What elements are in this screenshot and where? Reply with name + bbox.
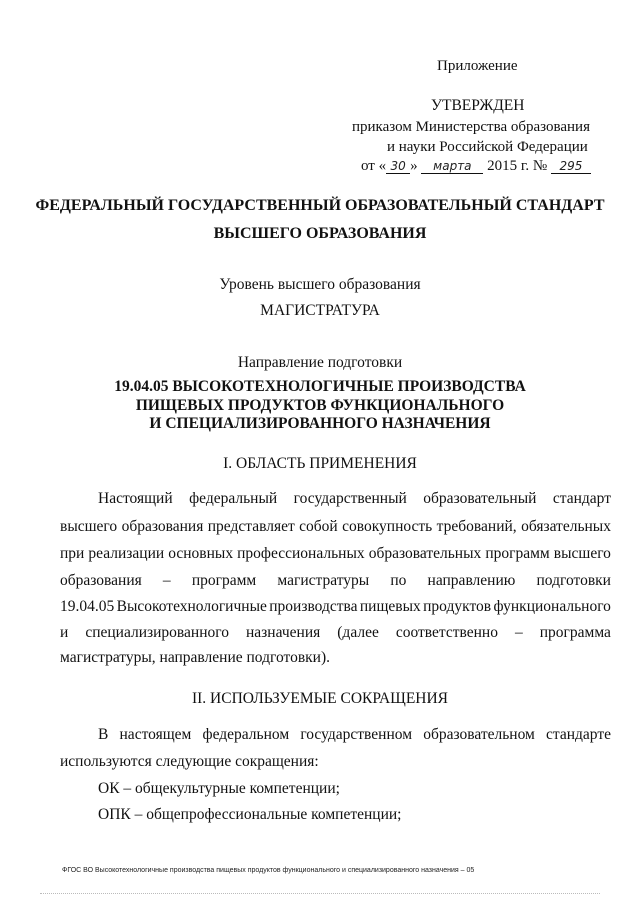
order-line-2: и науки Российской Федерации	[387, 139, 588, 155]
word: продуктов	[423, 598, 492, 615]
word: производства	[269, 598, 358, 615]
section-1-line	[60, 624, 611, 642]
document-title-line-2: ВЫСШЕГО ОБРАЗОВАНИЯ	[213, 225, 427, 242]
word: по	[390, 572, 407, 589]
education-level-value: МАГИСТРАТУРА	[260, 302, 380, 319]
order-prefix: от «	[361, 158, 387, 174]
section-2-intro-line	[98, 726, 611, 744]
order-mid: »	[410, 158, 418, 174]
word: государственном	[300, 726, 413, 743]
order-month: марта	[421, 159, 483, 174]
approved-label: УТВЕРЖДЕН	[431, 97, 525, 114]
word: требований,	[436, 518, 517, 535]
section-1-line	[60, 572, 611, 590]
order-line-1: приказом Министерства образования	[352, 119, 590, 135]
word: магистратуры	[277, 572, 370, 589]
word: государственный	[293, 490, 407, 507]
appendix-label: Приложение	[437, 58, 518, 74]
word: образовательных	[368, 545, 482, 562]
order-number: 295	[551, 159, 591, 174]
word: федеральный	[189, 490, 278, 507]
word: представляет	[207, 518, 295, 535]
word: при	[60, 545, 85, 562]
section-1-last-line: магистратуры, направление подготовки).	[60, 649, 331, 666]
word: профессиональных	[237, 545, 365, 562]
word: федеральном	[202, 726, 290, 743]
word: высшего	[60, 518, 118, 535]
word: Высокотехнологичные	[116, 598, 267, 615]
word: настоящем	[119, 726, 192, 743]
word: программ	[485, 545, 550, 562]
word: образовательный	[423, 490, 537, 507]
word: функционального	[493, 598, 611, 615]
page-footer: ФГОС ВО Высокотехнологичные производства пищевых продуктов функционального и специализированного назначения – 05	[62, 867, 475, 874]
section-1-line	[60, 598, 611, 616]
word: подготовки	[536, 572, 611, 589]
word: обязательных	[521, 518, 611, 535]
scan-edge-divider	[40, 893, 600, 894]
direction-label: Направление подготовки	[237, 354, 403, 371]
word: соответственно	[395, 624, 498, 641]
word: программа	[539, 624, 611, 641]
word: образовательном	[423, 726, 535, 743]
word: 19.04.05	[60, 598, 115, 615]
word: направлению	[427, 572, 516, 589]
order-day: 30	[386, 159, 410, 174]
order-date-line	[361, 158, 591, 175]
word: совокупность	[342, 518, 433, 535]
word: назначения	[246, 624, 321, 641]
section-1-line	[60, 545, 611, 563]
word: основных	[168, 545, 234, 562]
direction-title-line-2: ПИЩЕВЫХ ПРОДУКТОВ ФУНКЦИОНАЛЬНОГО	[135, 397, 505, 414]
word: –	[514, 624, 523, 641]
section-2-heading: II. ИСПОЛЬЗУЕМЫЕ СОКРАЩЕНИЯ	[191, 690, 449, 707]
word: стандарт	[552, 490, 611, 507]
word: и	[60, 624, 69, 641]
word: стандарте	[546, 726, 611, 743]
document-title-line-1: ФЕДЕРАЛЬНЫЙ ГОСУДАРСТВЕННЫЙ ОБРАЗОВАТЕЛЬНЫЙ СТАНДАРТ	[35, 197, 605, 214]
order-year: 2015 г. №	[487, 158, 548, 174]
word: реализации	[88, 545, 165, 562]
word: специализированного	[85, 624, 229, 641]
section-1-heading: I. ОБЛАСТЬ ПРИМЕНЕНИЯ	[223, 455, 417, 472]
word: образования	[60, 572, 142, 589]
direction-title-line-1: 19.04.05 ВЫСОКОТЕХНОЛОГИЧНЫЕ ПРОИЗВОДСТВА	[114, 378, 526, 395]
word: программ	[191, 572, 257, 589]
word: (далее	[337, 624, 379, 641]
direction-title-line-3: И СПЕЦИАЛИЗИРОВАННОГО НАЗНАЧЕНИЯ	[149, 415, 491, 432]
section-2-intro-line-2: используются следующие сокращения:	[60, 753, 319, 770]
section-1-line	[98, 490, 611, 508]
word: образования	[121, 518, 204, 535]
word: высшего	[553, 545, 611, 562]
word: собой	[299, 518, 338, 535]
word: пищевых	[359, 598, 421, 615]
section-1-line	[60, 518, 611, 536]
word: В	[98, 726, 109, 743]
education-level-label: Уровень высшего образования	[219, 276, 421, 293]
word: –	[162, 572, 171, 589]
word: Настоящий	[98, 490, 173, 507]
abbreviation-opk: ОПК – общепрофессиональные компетенции;	[98, 806, 402, 823]
abbreviation-ok: ОК – общекультурные компетенции;	[98, 780, 340, 797]
